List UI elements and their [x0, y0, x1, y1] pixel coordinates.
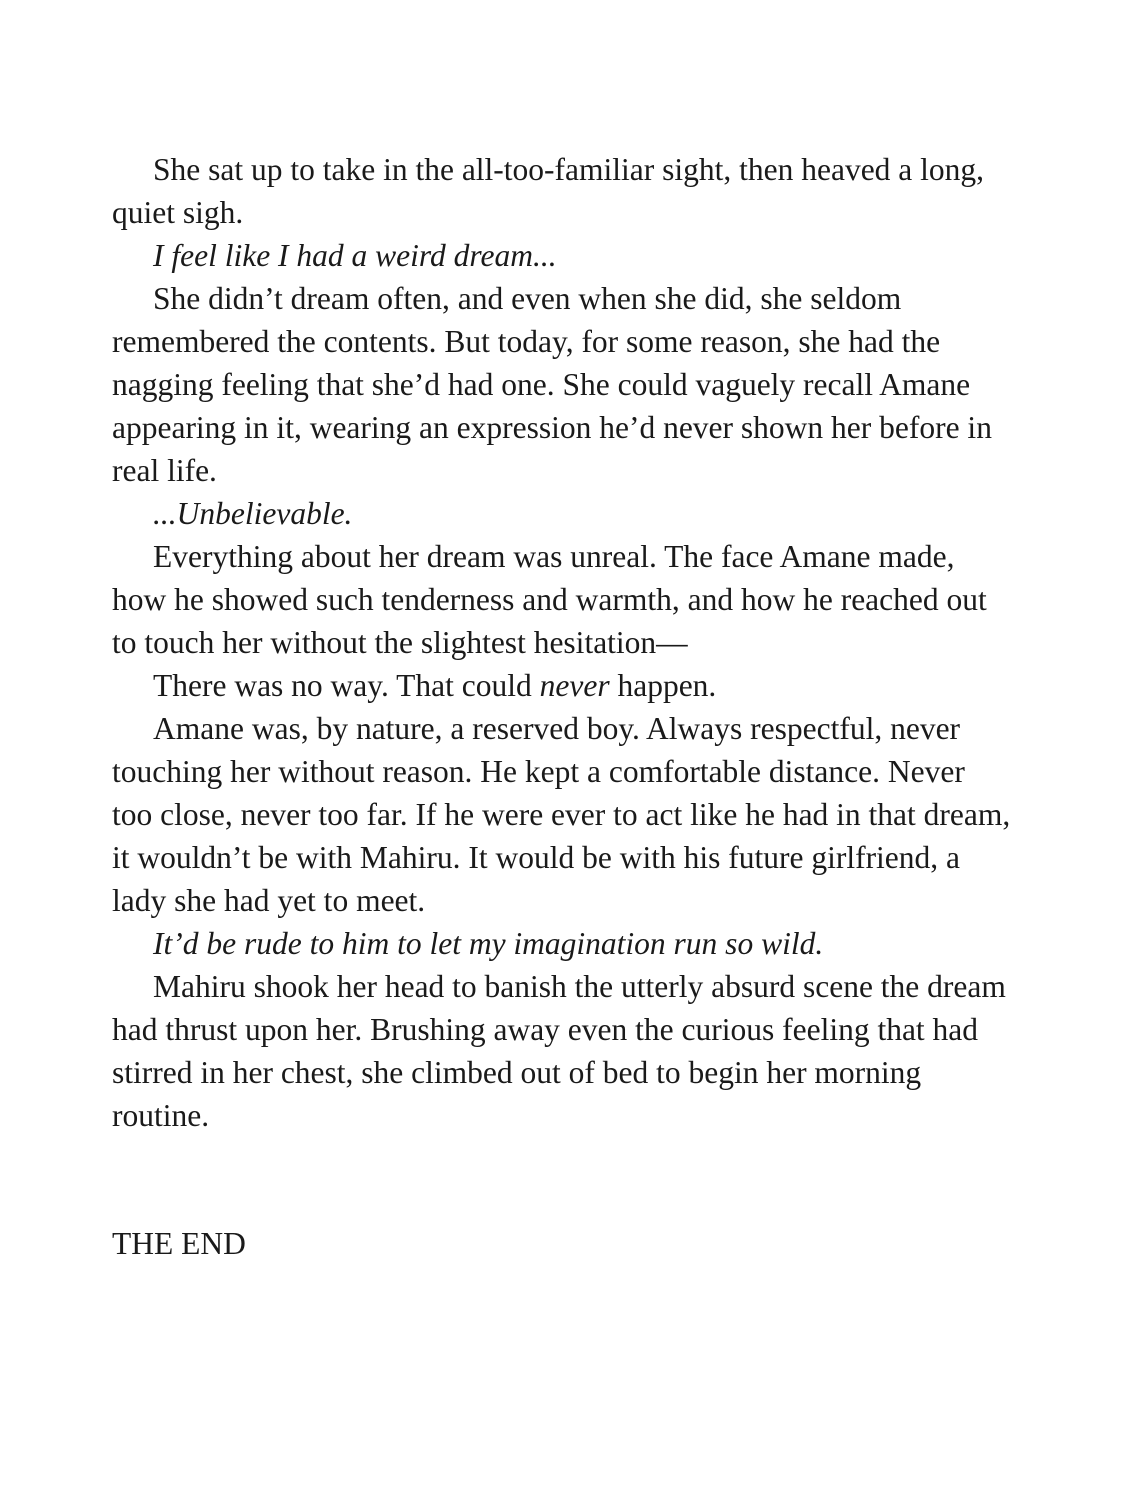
paragraph-no-way	[112, 664, 1012, 707]
paragraph-thought-unbelievable: ...Unbelievable.	[153, 496, 353, 531]
the-end-label: THE END	[112, 1226, 246, 1261]
paragraph-amane-reserved: Amane was, by nature, a reserved boy. Always respectful, never touching her without reason. He kept a comfortable distance. Never too close, never too far. If he were ever to act like he had in that dream, it wouldn’t be with Mahiru. It would be with his future girlfriend, a lady she had yet to meet.	[112, 711, 1011, 918]
paragraph-thought-dream: I feel like I had a weird dream...	[153, 238, 557, 273]
story-text	[112, 148, 1012, 1137]
paragraph-no-way-end: happen.	[609, 668, 717, 703]
paragraph-waking: She sat up to take in the all-too-familiar sight, then heaved a long, quiet sigh.	[112, 152, 985, 230]
paragraph-no-way-start: There was no way. That could	[153, 668, 540, 703]
paragraph-dream-recall: She didn’t dream often, and even when she did, she seldom remembered the contents. But today, for some reason, she had the nagging feeling that she’d had one. She could vaguely recall Amane appearing in it, wearing an expression he’d never shown her before in real life.	[112, 281, 992, 488]
paragraph-thought-rude: It’d be rude to him to let my imagination run so wild.	[153, 926, 824, 961]
paragraph-morning-routine: Mahiru shook her head to banish the utterly absurd scene the dream had thrust upon her. Brushing away even the curious feeling that had stirred in her chest, she climbed out of bed to begin her morning routine.	[112, 969, 1006, 1133]
emphasis-never: never	[539, 668, 610, 703]
paragraph-dream-unreal: Everything about her dream was unreal. The face Amane made, how he showed such tenderness and warmth, and how he reached out to touch her without the slightest hesitation—	[112, 539, 987, 660]
